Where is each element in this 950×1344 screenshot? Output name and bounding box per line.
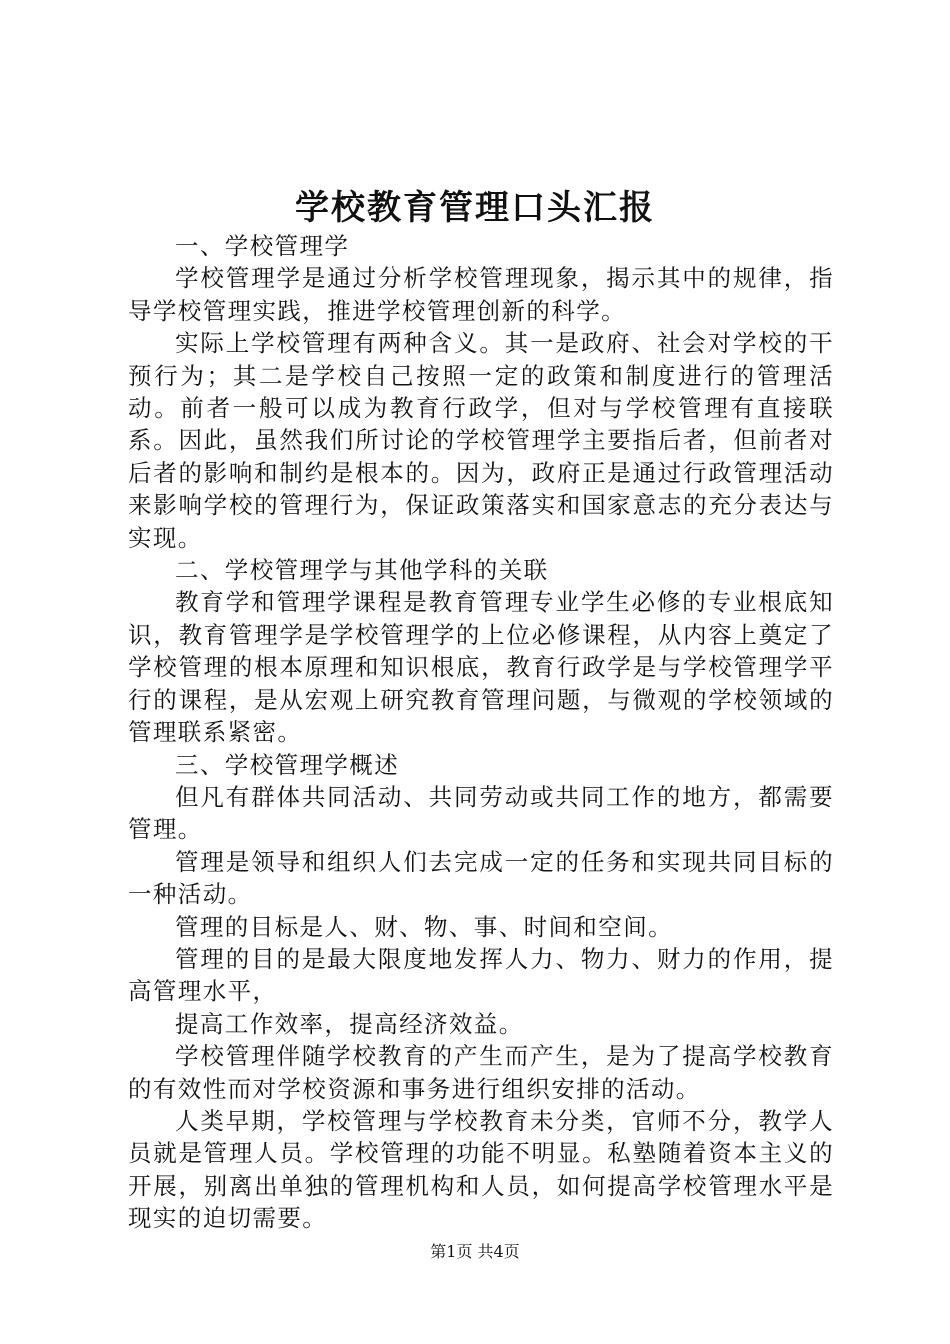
paragraph: 管理是领导和组织人们去完成一定的任务和实现共同目标的一种活动。 [128,847,834,909]
page-number-footer: 第1页 共4页 [430,1242,520,1261]
paragraph: 提高工作效率，提高经济效益。 [175,1009,524,1038]
paragraph: 实际上学校管理有两种含义。其一是政府、社会对学校的干预行为；其二是学校自己按照一定的政策和制度进行的管理活动。前者一般可以成为教育行政学，但对与学校管理有直接联系。因此，虽然我们所讨论的学校管理学主要指后者，但前者对后者的影响和制约是根本的。因为，政府正是通过行政管理活动来影响学校的管理行为，保证政策落实和国家意志的充分表达与实现。 [128,329,834,552]
paragraph: 管理的目的是最大限度地发挥人力、物力、财力的作用，提高管理水平， [128,944,834,1006]
paragraph: 学校管理伴随学校教育的产生而产生，是为了提高学校教育的有效性而对学校资源和事务进行组织安排的活动。 [128,1042,834,1103]
section-heading-2: 二、学校管理学与其他学科的关联 [175,556,549,585]
document-body [128,230,834,1235]
paragraph: 教育学和管理学课程是教育管理专业学生必修的专业根底知识，教育管理学是学校管理学的上位必修课程，从内容上奠定了学校管理的根本原理和知识根底，教育行政学是与学校管理学平行的课程，是从宏观上研究教育管理问题，与微观的学校领域的管理联系紧密。 [128,588,834,747]
paragraph: 管理的目标是人、财、物、事、时间和空间。 [175,912,673,941]
paragraph: 但凡有群体共同活动、共同劳动或共同工作的地方，都需要管理。 [128,782,834,844]
paragraph: 人类早期，学校管理与学校教育未分类，官师不分，教学人员就是管理人员。学校管理的功能不明显。私塾随着资本主义的开展，别离出单独的管理机构和人员，如何提高学校管理水平是现实的迫切需要。 [128,1106,834,1233]
section-heading-1: 一、学校管理学 [175,232,350,260]
paragraph: 学校管理学是通过分析学校管理现象，揭示其中的规律，指导学校管理实践，推进学校管理创新的科学。 [128,264,834,325]
section-heading-3: 三、学校管理学概述 [175,750,400,779]
document-title: 学校教育管理口头汇报 [295,188,655,228]
